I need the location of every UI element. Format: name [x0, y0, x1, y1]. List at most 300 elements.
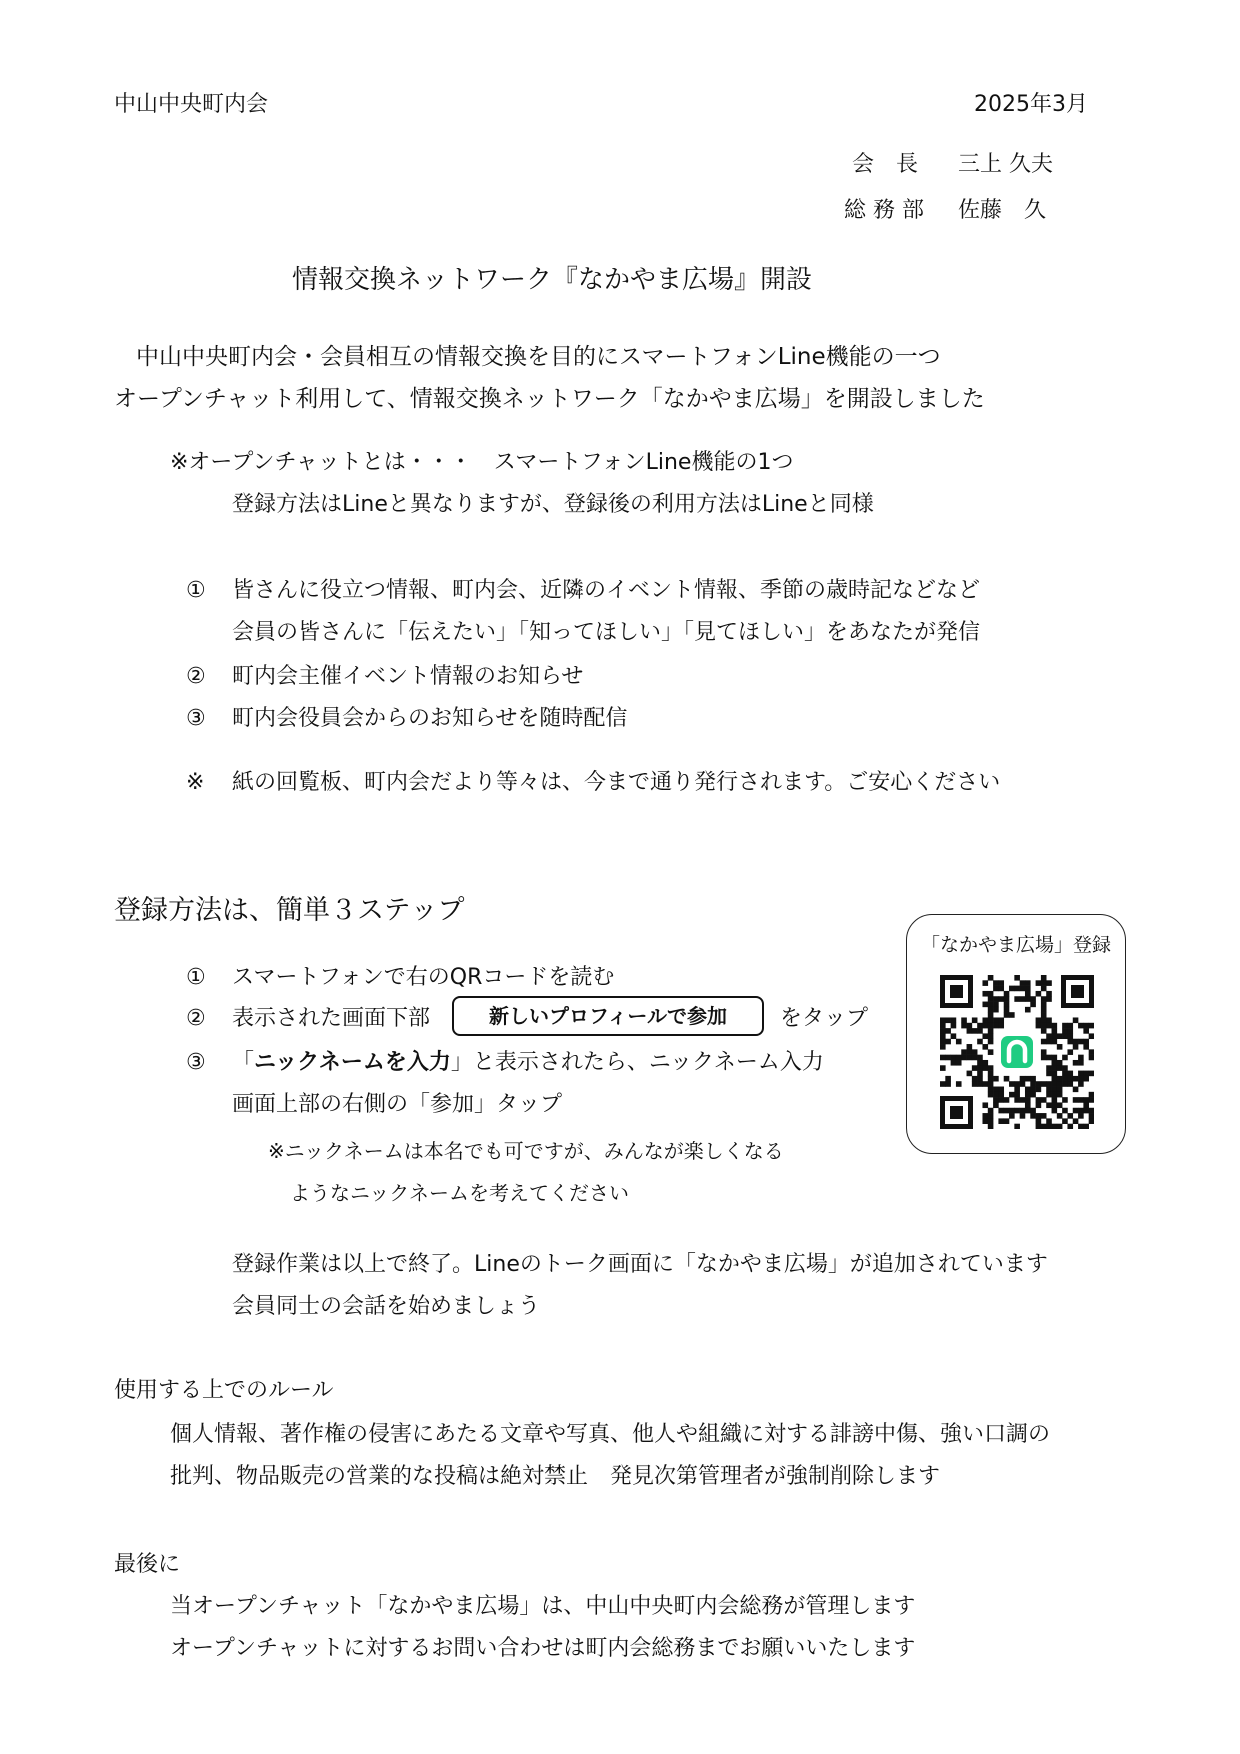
qr-module: [993, 1023, 999, 1029]
qr-module: [1057, 1081, 1063, 1087]
qr-module: [951, 1023, 957, 1029]
qr-module: [967, 1028, 973, 1034]
qr-module: [1036, 1118, 1042, 1124]
qr-module: [977, 1060, 983, 1066]
qr-module: [998, 980, 1004, 986]
qr-code-panel: [906, 914, 1126, 1154]
qr-module: [1089, 1113, 1094, 1119]
qr-module: [1078, 1060, 1084, 1066]
qr-module: [1014, 1124, 1020, 1129]
qr-module: [1046, 1087, 1052, 1093]
qr-module: [977, 1028, 983, 1034]
registration-done-line-1: 登録作業は以上で終了。Lineのトーク画面に「なかやま広場」が追加されています: [232, 1252, 1048, 1277]
qr-module: [1036, 1124, 1042, 1129]
qr-module: [945, 1039, 951, 1045]
rules-line-2: 批判、物品販売の営業的な投稿は絶対禁止 発見次第管理者が強制削除します: [170, 1464, 941, 1489]
qr-module: [1073, 1087, 1079, 1093]
qr-module: [988, 1012, 994, 1018]
qr-module: [988, 1108, 994, 1114]
rules-heading: 使用する上でのルール: [114, 1378, 334, 1403]
qr-module: [1062, 1076, 1068, 1082]
point-3-text: 町内会役員会からのお知らせを随時配信: [232, 706, 628, 731]
qr-module: [977, 1071, 983, 1077]
qr-module: [1057, 1113, 1063, 1119]
qr-module: [1057, 1092, 1063, 1098]
closing-line-1: 当オープンチャット「なかやま広場」は、中山中央町内会総務が管理します: [170, 1594, 916, 1619]
qr-module: [956, 1039, 962, 1045]
qr-module: [993, 1102, 999, 1108]
qr-module: [1014, 986, 1020, 992]
step-2-tap-text: をタップ: [780, 1006, 869, 1031]
qr-module: [1041, 1113, 1047, 1119]
qr-module: [1004, 996, 1010, 1002]
qr-module: [1046, 1023, 1052, 1029]
qr-module: [977, 1039, 983, 1045]
qr-module: [988, 1118, 994, 1124]
qr-module: [982, 980, 988, 986]
qr-module: [1009, 1081, 1015, 1087]
qr-module: [1014, 975, 1020, 981]
qr-module: [1062, 1108, 1068, 1114]
qr-module: [1004, 1118, 1010, 1124]
qr-module: [993, 980, 999, 986]
qr-module: [1062, 1097, 1068, 1103]
paper-note-mark: ※: [186, 770, 205, 795]
qr-module: [951, 1017, 957, 1023]
qr-module: [1025, 991, 1031, 997]
qr-module: [1089, 1023, 1094, 1029]
qr-module: [977, 1081, 983, 1087]
qr-module: [1073, 1076, 1079, 1082]
qr-module: [982, 1065, 988, 1071]
qr-module: [988, 1087, 994, 1093]
qr-module: [945, 1076, 951, 1082]
qr-module: [1030, 1076, 1036, 1082]
document-title: 情報交換ネットワーク『なかやま広場』開設: [292, 265, 813, 295]
qr-module: [1036, 1113, 1042, 1119]
qr-module: [977, 1076, 983, 1082]
qr-module: [961, 1023, 967, 1029]
qr-module: [961, 1017, 967, 1023]
qr-module: [1052, 1124, 1058, 1129]
qr-module: [1073, 1017, 1079, 1023]
qr-module: [1036, 1097, 1042, 1103]
qr-module: [1073, 1044, 1079, 1050]
qr-module: [988, 1113, 994, 1119]
qr-module: [1083, 1044, 1089, 1050]
qr-module: [1020, 1108, 1026, 1114]
registration-done-line-2: 会員同士の会話を始めましょう: [232, 1294, 541, 1319]
qr-module: [1014, 1108, 1020, 1114]
qr-module: [1036, 1087, 1042, 1093]
qr-module: [1036, 1102, 1042, 1108]
qr-module: [998, 986, 1004, 992]
qr-module: [1052, 1039, 1058, 1045]
qr-module: [988, 1071, 994, 1077]
qr-module: [1062, 1081, 1068, 1087]
qr-module: [1004, 1097, 1010, 1103]
qr-module: [1062, 1055, 1068, 1061]
qr-module: [993, 1097, 999, 1103]
qr-module: [1067, 1033, 1073, 1039]
qr-module: [977, 1055, 983, 1061]
qr-module: [1078, 1039, 1084, 1045]
qr-module: [945, 1017, 951, 1023]
qr-module: [1041, 1023, 1047, 1029]
qr-module: [998, 1017, 1004, 1023]
qr-module: [1025, 1076, 1031, 1082]
qr-module: [951, 1060, 957, 1066]
point-1-line-1: 皆さんに役立つ情報、町内会、近隣のイベント情報、季節の歳時記などなど: [232, 578, 981, 603]
qr-module: [1089, 1097, 1094, 1103]
qr-module: [1067, 1076, 1073, 1082]
step-2-text: 表示された画面下部: [232, 1006, 431, 1031]
qr-module: [1030, 1087, 1036, 1093]
qr-module: [1020, 1076, 1026, 1082]
qr-module: [1052, 1071, 1058, 1077]
qr-module: [1020, 996, 1026, 1002]
qr-module: [1052, 1023, 1058, 1029]
qr-module: [1041, 1002, 1047, 1008]
rules-line-1: 個人情報、著作権の侵害にあたる文章や写真、他人や組織に対する誹謗中傷、強い口調の: [170, 1422, 1051, 1447]
qr-module: [1009, 986, 1015, 992]
qr-module: [961, 1049, 967, 1055]
qr-module: [1030, 1081, 1036, 1087]
qr-module: [993, 1017, 999, 1023]
qr-module: [998, 1087, 1004, 1093]
qr-module: [998, 1023, 1004, 1029]
qr-module: [1078, 1076, 1084, 1082]
officer-name-chair: 三上 久夫: [958, 152, 1053, 177]
qr-module: [1009, 1108, 1015, 1114]
qr-module: [1041, 1007, 1047, 1013]
qr-module: [1067, 1028, 1073, 1034]
qr-module: [1089, 1055, 1094, 1061]
qr-module: [1020, 986, 1026, 992]
qr-module: [982, 1044, 988, 1050]
qr-module: [988, 1033, 994, 1039]
qr-module: [1046, 1039, 1052, 1045]
qr-module: [1083, 1023, 1089, 1029]
qr-module: [982, 991, 988, 997]
qr-module: [1014, 1087, 1020, 1093]
qr-module: [1062, 1118, 1068, 1124]
qr-module: [940, 1055, 946, 1061]
qr-module: [993, 1076, 999, 1082]
qr-module: [1014, 1081, 1020, 1087]
qr-module: [982, 1017, 988, 1023]
qr-module: [945, 1055, 951, 1061]
step-3-line-2: 画面上部の右側の「参加」タップ: [232, 1092, 563, 1117]
qr-module: [1089, 1092, 1094, 1098]
qr-module: [993, 1007, 999, 1013]
openchat-note-line-2: 登録方法はLineと異なりますが、登録後の利用方法はLineと同様: [232, 492, 874, 517]
step-number: ③: [186, 1050, 206, 1075]
qr-module: [998, 1092, 1004, 1098]
paper-note-text: 紙の回覧板、町内会だより等々は、今まで通り発行されます。ご安心ください: [232, 770, 1001, 795]
qr-module: [998, 1118, 1004, 1124]
qr-module: [998, 1108, 1004, 1114]
qr-module: [1020, 980, 1026, 986]
qr-module: [1052, 1097, 1058, 1103]
qr-module: [993, 986, 999, 992]
qr-module: [1041, 980, 1047, 986]
qr-module: [1057, 1076, 1063, 1082]
qr-module: [1046, 1118, 1052, 1124]
qr-module: [988, 996, 994, 1002]
qr-module: [956, 1081, 962, 1087]
qr-module: [1083, 1039, 1089, 1045]
qr-module: [1052, 1102, 1058, 1108]
qr-module: [1025, 1108, 1031, 1114]
qr-module: [1052, 1065, 1058, 1071]
qr-module: [1057, 1102, 1063, 1108]
qr-module: [1046, 980, 1052, 986]
qr-module: [982, 1118, 988, 1124]
registration-heading: 登録方法は、簡単３ステップ: [114, 895, 465, 926]
qr-module: [1062, 1071, 1068, 1077]
qr-module: [1073, 1039, 1079, 1045]
point-1-line-2: 会員の皆さんに「伝えたい」「知ってほしい」「見てほしい」をあなたが発信: [232, 620, 981, 645]
qr-module: [988, 975, 994, 981]
qr-module: [982, 1033, 988, 1039]
org-name: 中山中央町内会: [114, 92, 269, 117]
openchat-note-line-1: ※オープンチャットとは・・・ スマートフォンLine機能の1つ: [170, 450, 794, 475]
qr-module: [1025, 1092, 1031, 1098]
qr-module: [967, 1071, 973, 1077]
qr-module: [988, 1081, 994, 1087]
qr-module: [1062, 1065, 1068, 1071]
qr-module: [1030, 1113, 1036, 1119]
qr-module: [1078, 1023, 1084, 1029]
qr-module: [988, 1049, 994, 1055]
qr-module: [982, 1081, 988, 1087]
qr-module: [967, 1023, 973, 1029]
step-3-text: 」と表示されたら、ニックネーム入力: [450, 1050, 824, 1075]
qr-module: [1004, 1002, 1010, 1008]
point-number: ①: [186, 578, 206, 603]
qr-module: [988, 1124, 994, 1129]
qr-module: [940, 1023, 946, 1029]
officer-role-general: 総 務 部: [844, 198, 924, 223]
qr-module: [1046, 996, 1052, 1002]
qr-module: [1046, 991, 1052, 997]
qr-module: [1046, 1033, 1052, 1039]
qr-module: [1073, 1118, 1079, 1124]
qr-module: [1025, 986, 1031, 992]
qr-module: [940, 1039, 946, 1045]
qr-module: [1078, 1055, 1084, 1061]
qr-module: [1062, 1028, 1068, 1034]
qr-module: [1052, 1060, 1058, 1066]
qr-module: [1041, 1028, 1047, 1034]
qr-module: [961, 1055, 967, 1061]
qr-module: [1041, 986, 1047, 992]
qr-module: [1036, 1023, 1042, 1029]
qr-module: [1041, 1055, 1047, 1061]
qr-module: [1004, 1076, 1010, 1082]
qr-module: [1057, 1124, 1063, 1129]
qr-module: [1046, 1081, 1052, 1087]
qr-module: [988, 1065, 994, 1071]
qr-module: [1083, 1028, 1089, 1034]
qr-module: [1067, 1081, 1073, 1087]
qr-module: [977, 1065, 983, 1071]
qr-module: [1030, 1108, 1036, 1114]
qr-module: [1046, 1124, 1052, 1129]
nickname-note-line-2: ようなニックネームを考えてください: [290, 1181, 629, 1205]
qr-module: [972, 1055, 978, 1061]
qr-module: [1078, 1097, 1084, 1103]
qr-module: [1020, 1113, 1026, 1119]
qr-module: [1041, 1039, 1047, 1045]
qr-module: [1009, 1113, 1015, 1119]
qr-module: [972, 1076, 978, 1082]
qr-module: [1062, 1033, 1068, 1039]
qr-module: [972, 1049, 978, 1055]
qr-module: [1025, 1007, 1031, 1013]
qr-module: [1025, 1087, 1031, 1093]
qr-module: [967, 1055, 973, 1061]
qr-module: [1014, 996, 1020, 1002]
join-with-new-profile-button: 新しいプロフィールで参加: [452, 996, 764, 1036]
qr-module: [972, 1081, 978, 1087]
qr-module: [1073, 1060, 1079, 1066]
qr-module: [982, 1102, 988, 1108]
qr-module: [1025, 1097, 1031, 1103]
qr-module: [998, 1097, 1004, 1103]
qr-module: [1052, 1076, 1058, 1082]
qr-module: [1041, 1017, 1047, 1023]
step-1-text: スマートフォンで右のQRコードを読む: [232, 965, 615, 990]
qr-module: [988, 1076, 994, 1082]
qr-module: [993, 1087, 999, 1093]
qr-module: [940, 1044, 946, 1050]
qr-module: [982, 1060, 988, 1066]
qr-module: [1030, 1092, 1036, 1098]
qr-module: [988, 1007, 994, 1013]
officer-role-chair: 会 長: [852, 152, 919, 177]
qr-module: [988, 1002, 994, 1008]
qr-module: [1052, 1108, 1058, 1114]
enter-nickname-label: ニックネームを入力: [254, 1050, 451, 1075]
qr-module: [940, 1065, 946, 1071]
qr-module: [1052, 1081, 1058, 1087]
qr-module: [993, 1002, 999, 1008]
qr-module: [1057, 1060, 1063, 1066]
qr-module: [1062, 1023, 1068, 1029]
document-date: 2025年3月: [974, 92, 1088, 117]
qr-module: [1083, 1076, 1089, 1082]
qr-module: [940, 1033, 946, 1039]
qr-module: [1057, 1033, 1063, 1039]
intro-line-2: オープンチャット利用して、情報交換ネットワーク「なかやま広場」を開設しました: [114, 386, 985, 412]
qr-module: [1052, 1092, 1058, 1098]
qr-module: [993, 1092, 999, 1098]
qr-module: [1057, 1044, 1063, 1050]
qr-module: [988, 1017, 994, 1023]
qr-module: [951, 1055, 957, 1061]
qr-module: [1078, 1071, 1084, 1077]
qr-module: [1067, 1071, 1073, 1077]
qr-module: [988, 1092, 994, 1098]
qr-module: [1025, 996, 1031, 1002]
qr-module: [951, 1033, 957, 1039]
qr-module: [1052, 1055, 1058, 1061]
step-number: ②: [186, 1006, 206, 1031]
qr-module: [1041, 1049, 1047, 1055]
qr-module: [1073, 1108, 1079, 1114]
qr-module: [967, 1049, 973, 1055]
qr-module: [1041, 975, 1047, 981]
qr-module: [1052, 1033, 1058, 1039]
qr-module: [1067, 1049, 1073, 1055]
qr-module: [982, 1113, 988, 1119]
qr-module: [998, 996, 1004, 1002]
qr-module: [1009, 1012, 1015, 1018]
qr-module: [1036, 980, 1042, 986]
qr-module: [977, 1023, 983, 1029]
step-3-open-bracket: 「: [232, 1050, 255, 1075]
qr-module: [982, 1002, 988, 1008]
qr-module: [1025, 980, 1031, 986]
qr-module: [1046, 1017, 1052, 1023]
qr-module: [1089, 1049, 1094, 1055]
qr-module: [1004, 1007, 1010, 1013]
qr-module: [1036, 1017, 1042, 1023]
step-3-line-1: [232, 1048, 824, 1078]
qr-module: [945, 1028, 951, 1034]
qr-module: [1067, 1039, 1073, 1045]
qr-module: [972, 1028, 978, 1034]
qr-module: [1020, 1097, 1026, 1103]
closing-heading: 最後に: [114, 1552, 181, 1577]
qr-module: [1089, 1108, 1094, 1114]
qr-module: [1025, 1102, 1031, 1108]
step-number: ①: [186, 965, 206, 990]
qr-module: [993, 996, 999, 1002]
qr-module: [1067, 1023, 1073, 1029]
qr-module: [1078, 1124, 1084, 1129]
qr-module: [1046, 1092, 1052, 1098]
qr-code: [940, 975, 1094, 1129]
qr-module: [988, 1028, 994, 1034]
qr-module: [1078, 1113, 1084, 1119]
qr-module: [1083, 1097, 1089, 1103]
qr-module: [1004, 1108, 1010, 1114]
qr-module: [940, 1081, 946, 1087]
qr-module: [1052, 1028, 1058, 1034]
qr-module: [972, 1065, 978, 1071]
qr-module: [988, 1023, 994, 1029]
qr-module: [940, 1028, 946, 1034]
qr-module: [1067, 1124, 1073, 1129]
qr-module: [1004, 1012, 1010, 1018]
qr-module: [982, 1023, 988, 1029]
qr-module: [1083, 1108, 1089, 1114]
qr-module: [988, 1039, 994, 1045]
qr-module: [1014, 1092, 1020, 1098]
qr-module: [1078, 1108, 1084, 1114]
qr-module: [1014, 1097, 1020, 1103]
qr-module: [1046, 1102, 1052, 1108]
qr-module: [1030, 1002, 1036, 1008]
qr-module: [1004, 991, 1010, 997]
qr-module: [940, 1017, 946, 1023]
qr-module: [1089, 1071, 1094, 1077]
qr-module: [1073, 1097, 1079, 1103]
closing-line-2: オープンチャットに対するお問い合わせは町内会総務までお願いいたします: [170, 1636, 916, 1661]
